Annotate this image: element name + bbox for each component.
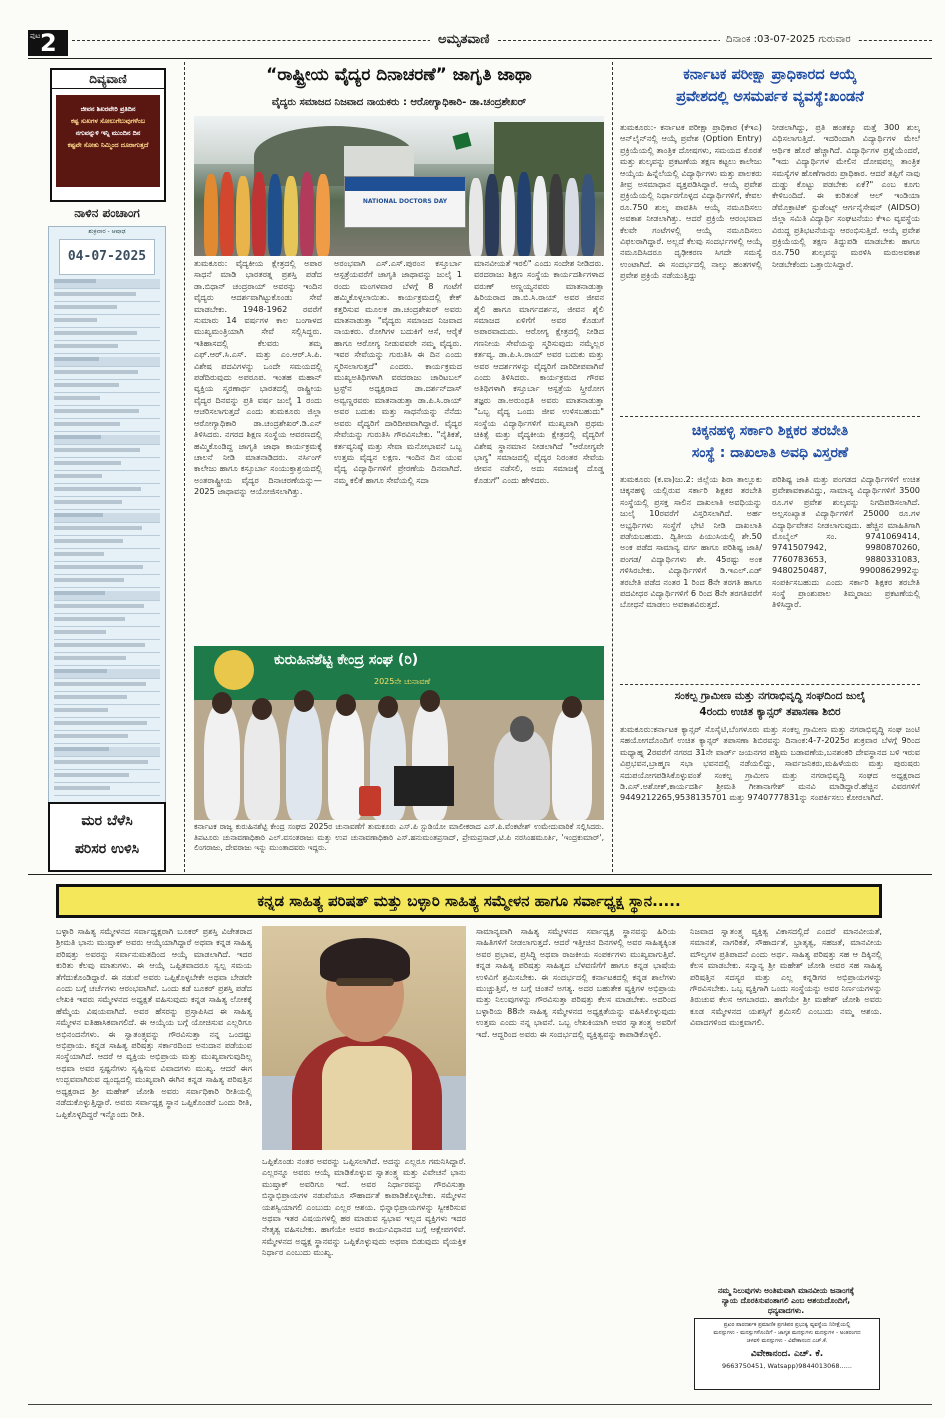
panchanga-row xyxy=(54,552,160,562)
panchanga-row xyxy=(54,578,160,588)
page-number: 2 xyxy=(40,29,57,57)
doctors-day-photo xyxy=(194,116,604,256)
teacher-training-headline xyxy=(620,420,920,464)
kea-headline-line: ಪ್ರವೇಶದಲ್ಲಿ ಅಸಮರ್ಪಕ ವ್ಯವಸ್ಥೆ:ಖಂಡನೆ xyxy=(676,89,864,105)
page-header xyxy=(0,0,945,60)
panchanga-row xyxy=(54,448,160,458)
sahitya-col4: ನಿಜವಾದ ಸ್ವಾತಂತ್ರ್ಯ ವ್ಯಕ್ತಿತ್ವ ವಿಕಾಸದಲ್ಲಿದೆ ಎಂದರೆ ಮಾನವೀಯತೆ, ಸಮಾನತೆ, ನಾಗರಿಕತೆ, ಸೌಹಾರ್ದತೆ, ಭ್ರಾತೃತ್ವ, ಸಹಜತೆ, ಮಾನವೀಯ ಮೌಲ್ಯಗಳ ಪ್ರತಿಪಾದನೆ ಎಂದು ಅರ್ಥ. ಸಾಹಿತ್ಯ ಪರಿಷತ್ತು ಸಹ ಆ ದಿಕ್ಕಿನಲ್ಲಿ ಕೆಲಸ ಮಾಡಬೇಕು. ಸನ್ಮಾನ್ಯ ಶ್ರೀ ಮಹೇಶ್ ಜೋಶಿ ಅವರ ಸಹ ಸಾಹಿತ್ಯ ಪರಿಷತ್ತಿನ ಸದಸ್ಯರ ಮತ್ತು ಎಲ್ಲ ಕನ್ನಡಿಗರ ಅಭಿಪ್ರಾಯಗಳನ್ನು ಗೌರವಿಸಬೇಕು. ಒಬ್ಬ ವ್ಯಕ್ತಿಗಾಗಿ ಒಂದು ಸಂಸ್ಥೆಯನ್ನು ಅವರ ನಿರ್ಣಯಗಳನ್ನು ತಿರುಚುವ ಕೆಲಸ ಆಗಬಾರದು. ಹಾಗೆಯೇ ಶ್ರೀ ಮಹೇಶ್ ಜೋಶಿ ಅವರು ಕೂಡ ಸಮ್ಮೇಳನದ ಯಶಸ್ಸಿಗೆ ಶ್ರಮಿಸಲಿ ಎಂಬುದು ನಮ್ಮ ಆಶಯ. ವಿವಾದಗಳಿಂದ ಮುಕ್ತವಾಗಲಿ. xyxy=(690,926,882,1028)
closing-line: ಧನ್ಯವಾದಗಳು. xyxy=(767,1306,805,1315)
panchanga-row xyxy=(54,474,160,484)
sahitya-col3: ಸಾಮಾನ್ಯವಾಗಿ ಸಾಹಿತ್ಯ ಸಮ್ಮೇಳನದ ಸರ್ವಾಧ್ಯಕ್ಷ ಸ್ಥಾನವನ್ನು ಹಿರಿಯ ಸಾಹಿತಿಗಳಿಗೆ ನೀಡಲಾಗುತ್ತದೆ. ಆದರೆ ಇತ್ತೀಚಿನ ದಿನಗಳಲ್ಲಿ ಅವರ ಸಾಹಿತ್ಯಕ್ಕಿಂತ ಅವರ ಪ್ರಭಾವ, ಪ್ರಸಿದ್ಧಿ ಅಥವಾ ರಾಜಕೀಯ ಸಂಪರ್ಕಗಳು ಮುಖ್ಯವಾಗುತ್ತಿವೆ. ಕನ್ನಡ ಸಾಹಿತ್ಯ ಪರಿಷತ್ತು ಸಾಹಿತ್ಯದ ಬೆಳವಣಿಗೆಗೆ ಹಾಗೂ ಕನ್ನಡ ಭಾಷೆಯ ಉಳಿವಿಗೆ ಶ್ರಮಿಸಬೇಕು. ಈ ಸಂದರ್ಭದಲ್ಲಿ ಕರ್ನಾಟಕದಲ್ಲಿ ಕನ್ನಡ ಶಾಲೆಗಳು ಮುಚ್ಚುತ್ತಿವೆ, ಆ ಬಗ್ಗೆ ಚಿಂತನೆ ಅಗತ್ಯ. ಅದರ ಬಹುತೇಕ ವ್ಯಕ್ತಿಗಳ ಅಭಿಪ್ರಾಯ ಮತ್ತು ನಿಲುವುಗಳನ್ನು ಗೌರವಿಸುತ್ತಾ ಪರಿಷತ್ತು ಕೆಲಸ ಮಾಡಬೇಕು. ಅದರಿಂದ ಬಳ್ಳಾರಿಯ 88ನೇ ಸಾಹಿತ್ಯ ಸಮ್ಮೇಳನದ ಅಧ್ಯಕ್ಷತೆಯನ್ನು ವಹಿಸಿಕೊಳ್ಳುವುದು ಉತ್ತಮ ಎಂದು ನನ್ನ ಭಾವನೆ. ಒಬ್ಬ ಲೇಖಕಿಯಾಗಿ ಅವರ ಸ್ವಾತಂತ್ರ್ಯ ಅವರಿಗೆ ಇದೆ. ಆದ್ದರಿಂದ ಅವರು ಈ ಸಂದರ್ಭದಲ್ಲಿ ವ್ಯಕ್ತಿತ್ವವನ್ನು ಕಾಪಾಡಿಕೊಳ್ಳಲಿ. xyxy=(476,926,676,1039)
panchanga-row xyxy=(54,487,160,497)
author-box xyxy=(694,1318,880,1390)
closing-line: ನ್ಯಾಯ ದೊರಕಿಸುವಂತಾಗಲಿ ಎಂಬ ಆಶಯದೊಂದಿಗೆ, xyxy=(721,1296,851,1305)
slogan-box xyxy=(48,802,166,872)
kea-col2: ನೀಡಲಾಗಿದ್ದು, ಪ್ರತಿ ಹಂತಕ್ಕೂ ಮತ್ತೆ 300 ಶುಲ್ಕ ವಿಧಿಸಲಾಗುತ್ತಿದೆ. ಇದರಿಂದಾಗಿ ವಿದ್ಯಾರ್ಥಿಗಳ ಮೇಲೆ ಆರ್ಥಿಕ ಹೊರೆ ಹೆಚ್ಚಾಗಿದೆ. ವಿದ್ಯಾರ್ಥಿಗಳ ಪ್ರಶ್ನೆಯೆಂದರೆ, "ಇದು ವಿದ್ಯಾರ್ಥಿಗಳ ಮೇಲಿನ ದೋಷವಲ್ಲ ತಾಂತ್ರಿಕ ಸಮಸ್ಯೆಗಳ ಹೊಣೆಗಾರರು ಪ್ರಾಧಿಕಾರ. ಆದರೆ ತಪ್ಪಿಗೆ ನಾವು ದುಡ್ಡು ಕೊಟ್ಟು ಪಡಬೇಕು ಏಕೆ?" ಎಂಬ ಕೂಗು ಕೇಳಿಬಂದಿದೆ. ಈ ಕುರಿತಂತೆ ಆಲ್ ಇಂಡಿಯಾ ಡೆಮೊಕ್ರಾಟಿಕ್ ಸ್ಟುಡೆಂಟ್ಸ್ ಆರ್ಗನೈಸೇಷನ್ (AIDSO) ಜಿಲ್ಲಾ ಸಮಿತಿ ವಿದ್ಯಾರ್ಥಿ ಸಂಘಟನೆಯು ಕೆಇಎ ವ್ಯವಸ್ಥೆಯ ವಿರುದ್ಧ ಪ್ರತಿಭಟನೆಯನ್ನು ಆರಂಭಿಸುತ್ತಿದೆ. ಆಯ್ಕೆ ಪ್ರವೇಶ ಪ್ರಕ್ರಿಯೆಯಲ್ಲಿ ತಕ್ಷಣ ತಿದ್ದುಪಡಿ ಮಾಡಬೇಕು ಹಾಗೂ ರೂ.750 ಶುಲ್ಕವನ್ನು ಮರಳಿಸಿ ಮರುಅವಕಾಶ ನೀಡಬೇಕೆಂದು ಒತ್ತಾಯಿಸಿದ್ದಾರೆ. xyxy=(772,122,920,269)
panchanga-date-box xyxy=(59,239,155,275)
sidebar xyxy=(42,62,170,874)
author-box-line: ಚಳವಳಿ ಮನಸ್ಸುಗಳು - ವಿವೇಕಾನಂದ ಎಚ್.ಕೆ. xyxy=(746,1338,828,1344)
panchanga-chart xyxy=(48,226,166,848)
panchanga-row xyxy=(54,669,160,679)
panchanga-row xyxy=(54,435,160,445)
panchanga-row xyxy=(54,591,160,601)
panchanga-top: ಶುಕ್ರವಾರ - ಆಷಾಢ xyxy=(88,228,126,235)
panchanga-row xyxy=(54,500,160,510)
panchanga-row xyxy=(54,773,160,783)
teacher-col2: ಪರಿಶಿಷ್ಟ ಜಾತಿ ಮತ್ತು ಪಂಗಡದ ವಿದ್ಯಾರ್ಥಿಗಳಿಗೆ ಉಚಿತ ಪ್ರವೇಶಾವಕಾಶವಿದ್ದು, ಸಾಮಾನ್ಯ ವಿದ್ಯಾರ್ಥಿಗಳಿಗೆ 3500 ರೂ.ಗಳ ಪ್ರವೇಶ ಶುಲ್ಕವನ್ನು ನಿಗದಿಪಡಿಸಲಾಗಿದೆ. ಅಲ್ಪಸಂಖ್ಯಾತ ವಿದ್ಯಾರ್ಥಿಗಳಿಗೆ 25000 ರೂ.ಗಳ ವಿದ್ಯಾರ್ಥಿವೇತನ ನೀಡಲಾಗುವುದು. ಹೆಚ್ಚಿನ ಮಾಹಿತಿಗಾಗಿ ಮೊಬೈಲ್ ಸಂ. 9741069414, 9741507942, 9980870260, 7760783653, 9880331083, 9480250487, 9900862992ನ್ನು ಸಂಪರ್ಕಿಸಬಹುದು ಎಂದು ಸರ್ಕಾರಿ ಶಿಕ್ಷಕರ ತರಬೇತಿ ಸಂಸ್ಥೆ ಪ್ರಾಂಶುಪಾಲ ತಿಮ್ಮರಾಜು ಪ್ರಕಟಣೆಯಲ್ಲಿ ತಿಳಿಸಿದ್ದಾರೆ. xyxy=(772,474,920,610)
panchanga-row xyxy=(54,682,160,692)
panchanga-row xyxy=(54,760,160,770)
sangha-banner-sub: 2025ನೇ ಚುನಾವಣೆ xyxy=(374,677,431,686)
panchanga-table xyxy=(54,279,160,796)
cancer-headline-line: 4ರಂದು ಉಚಿತ ಕ್ಯಾನ್ಸರ್ ತಪಾಸಣಾ ಶಿಬಿರ xyxy=(699,706,841,718)
quote-line: ನಗುವನ್ನುಳಿ ಇನ್ನಿ ಮುಂದಿನ ದಿನ xyxy=(75,129,141,137)
kea-headline-line: ಕರ್ನಾಟಕ ಪರೀಕ್ಷಾ ಪ್ರಾಧಿಕಾರದ ಆಯ್ಕೆ xyxy=(683,67,857,83)
quote-line: ಜೀವನ ಶಿಖರವೇರಿ ಪ್ರತಿದಿನ xyxy=(80,105,136,113)
page-number-badge xyxy=(28,30,68,56)
divyavani-quote xyxy=(56,95,160,187)
panchanga-row xyxy=(54,461,160,471)
doctors-day-subhead: ವೈದ್ಯರು ಸಮಾಜದ ನಿಜವಾದ ನಾಯಕರು : ಆರೋಗ್ಯಾಧಿಕಾರಿ- ಡಾ.ಚಂದ್ರಶೇಖರ್ xyxy=(271,97,527,108)
panchanga-title: ನಾಳಿನ ಪಂಚಾಂಗ xyxy=(74,206,140,220)
panchanga-row xyxy=(54,422,160,432)
panchanga-row xyxy=(54,526,160,536)
doctors-day-col3: ಮಾನವೀಯತೆ ಇರಲಿ" ಎಂದು ಸಂದೇಶ ನೀಡಿದರು. ವರದರಾಜು ಶಿಕ್ಷಣ ಸಂಸ್ಥೆಯ ಕಾರ್ಯದರ್ಶಿಗಳಾದ ವರುಣ್ ಅಣ್ಣಯ್ಯನವರು ಮಾತನಾಡುತ್ತಾ ಹಿರಿಯರಾದ ಡಾ.ಬಿ.ಸಿ.ರಾಯ್ ಅವರ ಜೀವನ ಶೈಲಿ ಹಾಗೂ ಮಾರ್ಗದರ್ಶನ, ಜೀವನ ಶೈಲಿ ಸಮಾಜದ ಏಳಿಗೆಗೆ ಅವರ ಕೊಡುಗೆ ಅಪಾರವಾದುದು. ಆರೋಗ್ಯ ಕ್ಷೇತ್ರದಲ್ಲಿ ನೀಡಿದ ಗಣನೀಯ ಸೇವೆಯನ್ನು ಸ್ಮರಿಸುವುದು ನಮ್ಮೆಲ್ಲರ ಕರ್ತವ್ಯ. ಡಾ.ಪಿ.ಸಿ.ರಾಯ್ ಅವರ ಬದುಕು ಮತ್ತು ಅವರ ಆದರ್ಶಗಳನ್ನು ವೈದ್ಯರಿಗೆ ದಾರಿದೀಪವಾಗಿವೆ ಎಂದು ತಿಳಿಸಿದರು. ಕಾರ್ಯಕ್ರಮದ ಗೌರವ ಅತಿಥಿಗಳಾಗಿ ಕಸ್ತೂರ್ಬಾ ಆಸ್ಪತ್ರೆಯ ಸ್ತ್ರೀರೋಗ ತಜ್ಞರು ಡಾ.ಅರುಂಧತಿ ಅವರು ಮಾತನಾಡುತ್ತಾ "ಒಬ್ಬ ವೈದ್ಯ ಒಂದು ಜೀವ ಉಳಿಸಬಹುದು" ಸಂಸ್ಥೆಯ ವಿದ್ಯಾರ್ಥಿಗಳಿಗೆ ಮುಖ್ಯವಾಗಿ ಪ್ರಥಮ ಚಿಕಿತ್ಸೆ ಮತ್ತು ವೈದ್ಯಕೀಯ ಕ್ಷೇತ್ರದಲ್ಲಿ ವೈದ್ಯರಿಗೆ ವಿಶೇಷ ಸ್ಥಾನಮಾನ ನೀಡಲಾಗಿದೆ "ಆರೋಗ್ಯವೇ ಭಾಗ್ಯ" ಸಮಾಜದಲ್ಲಿ ವೈದ್ಯರ ನಿರಂತರ ಸೇವೆಯ ಜೀವನ ನಡೆಸಲಿ, ಅದು ಸಮಾಜಕ್ಕೆ ದೊಡ್ಡ ಕೊಡುಗೆ" ಎಂದು ಹೇಳಿದರು. xyxy=(474,258,604,485)
teacher-col1: ತುಮಕೂರು (ಕ.ವಾ)ಜು.2: ಜಿಲ್ಲೆಯ ಶಿರಾ ತಾಲ್ಲೂಕು ಚಿಕ್ಕನಹಳ್ಳಿ ಯಲ್ಲಿರುವ ಸರ್ಕಾರಿ ಶಿಕ್ಷಕರ ತರಬೇತಿ ಸಂಸ್ಥೆಯಲ್ಲಿ ಪ್ರಸಕ್ತ ಸಾಲಿನ ದಾಖಲಾತಿ ಅವಧಿಯನ್ನು ಜುಲೈ 10ರವರೆಗೆ ವಿಸ್ತರಿಸಲಾಗಿದೆ. ಅರ್ಹ ಅಭ್ಯರ್ಥಿಗಳು ಸಂಸ್ಥೆಗೆ ಭೇಟಿ ನೀಡಿ ದಾಖಲಾತಿ ಪಡೆಯಬಹುದು. ದ್ವಿತೀಯ ಪಿಯುಸಿಯಲ್ಲಿ ಶೇ.50 ಅಂಕ ಪಡೆದ ಸಾಮಾನ್ಯ ವರ್ಗ ಹಾಗೂ ಪರಿಶಿಷ್ಟ ಜಾತಿ/ಪಂಗಡ/ ವಿದ್ಯಾರ್ಥಿಗಳು ಶೇ. 45ರಷ್ಟು ಅಂಕ ಗಳಿಸಿರಬೇಕು. ವಿದ್ಯಾರ್ಥಿಗಳಿಗೆ ಡಿ.ಇಎಲ್.ಎಡ್ ತರಬೇತಿ ಪಡೆದ ನಂತರ 1 ರಿಂದ 8ನೇ ತರಗತಿ ಹಾಗೂ ಪದವೀಧರ ವಿದ್ಯಾರ್ಥಿಗಳಿಗೆ 6 ರಿಂದ 8ನೇ ತರಗತಿವರೆಗೆ ಬೋಧನೆ ಮಾಡಲು ಅವಕಾಶವಿರುತ್ತದೆ. xyxy=(620,474,762,610)
panchanga-row xyxy=(54,643,160,653)
panchanga-row xyxy=(54,721,160,731)
closing-line: ನಮ್ಮ ನಿಲುವುಗಳು ಅಂತಿಮವಾಗಿ ಮಾನವೀಯ ಜನಾಂಗಕ್ಕೆ xyxy=(717,1286,855,1295)
panchanga-row xyxy=(54,292,160,302)
panchanga-row xyxy=(54,409,160,419)
cancer-headline-line: ಸಂಕಲ್ಪ ಗ್ರಾಮೀಣ ಮತ್ತು ನಗರಾಭಿವೃದ್ಧಿ ಸಂಘದಿಂದ ಜುಲೈ xyxy=(674,690,866,702)
panchanga-row xyxy=(54,565,160,575)
quote-line: ಕಷ್ಟವೇ ಸೋತು ನಿಮ್ಮಿಂದ ದೂರಾಗುತ್ತದೆ xyxy=(67,141,149,149)
author-phone: 9663750451, Watsapp)9844013068...... xyxy=(722,1362,852,1370)
doctors-day-col1: ತುಮಕೂರು: ವೈದ್ಯಕೀಯ ಕ್ಷೇತ್ರದಲ್ಲಿ ಅಪಾರ ಸಾಧನೆ ಮಾಡಿ ಭಾರತರತ್ನ ಪ್ರಶಸ್ತಿ ಪಡೆದ ಡಾ.ಬಿಧಾನ್ ಚಂದ್ರರಾಯ್ ಅವರನ್ನು ಇಂದಿನ ವೈದ್ಯರು ಆದರ್ಶವಾಗಿಟ್ಟುಕೊಂಡು ಸೇವೆ ಮಾಡಬೇಕು. 1948-1962 ರವರೆಗೆ ಸುಮಾರು 14 ವರ್ಷಗಳ ಕಾಲ ಬಂಗಾಳದ ಮುಖ್ಯಮಂತ್ರಿಯಾಗಿ ಸೇವೆ ಸಲ್ಲಿಸಿದ್ದರು. ಇತಿಹಾಸದಲ್ಲಿ ಕೆಲವರು ತಮ್ಮ ಎಫ್.ಆರ್.ಸಿ.ಎಸ್. ಮತ್ತು ಎಂ.ಆರ್.ಸಿ.ಪಿ. ವಿಶೇಷ ಪದವಿಗಳನ್ನು ಒಂದೇ ಸಮಯದಲ್ಲಿ ಪಡೆದಿರುವುದು ಅಪರೂಪ. ಇಂತಹ ಮಹಾನ್ ವ್ಯಕ್ತಿಯ ಸ್ಮರಣಾರ್ಥ ಭಾರತದಲ್ಲಿ ರಾಷ್ಟ್ರೀಯ ವೈದ್ಯರ ದಿನವನ್ನು ಪ್ರತಿ ವರ್ಷ ಜುಲೈ 1 ರಂದು ಆಚರಿಸಲಾಗುತ್ತದೆ ಎಂದು ತುಮಕೂರು ಜಿಲ್ಲಾ ಆರೋಗ್ಯಾಧಿಕಾರಿ ಡಾ.ಚಂದ್ರಶೇಖರ್.ಡಿ.ಎನ್ ತಿಳಿಸಿದರು. ನಗರದ ಶಿಕ್ಷಣ ಸಂಸ್ಥೆಯ ಆವರಣದಲ್ಲಿ ಹಮ್ಮಿಕೊಂಡಿದ್ದ ಜಾಗೃತಿ ಜಾಥಾ ಕಾರ್ಯಕ್ರಮಕ್ಕೆ ಚಾಲನೆ ನೀಡಿ ಮಾತನಾಡಿದರು. ನರ್ಸಿಂಗ್ ಕಾಲೇಜು ಹಾಗೂ ಕಸ್ತೂರ್ಬಾ ಸಂಯುಕ್ತಾಶ್ರಯದಲ್ಲಿ ಅಂತರಾಷ್ಟ್ರೀಯ ವೈದ್ಯರ ದಿನಾಚರಣೆಯನ್ನು—2025 ಜಾಥಾವನ್ನು ಆಯೋಜಿಸಲಾಗಿತ್ತು. xyxy=(194,258,322,497)
kea-col1: ತುಮಕೂರು:- ಕರ್ನಾಟಕ ಪರೀಕ್ಷಾ ಪ್ರಾಧಿಕಾರ (ಕೆಇಎ) ಆನ್‌ಲೈನ್‌ನಲ್ಲಿ ಆಯ್ಕೆ ಪ್ರವೇಶ (Option Entry) ಪ್ರಕ್ರಿಯೆಯಲ್ಲಿ ತಾಂತ್ರಿಕ ದೋಷಗಳು, ಸಮಯದ ಕೊರತೆ ಮತ್ತು ಶುಲ್ಕವನ್ನು ಪ್ರಕಟಣೆಯ ತಕ್ಷಣ ಕಟ್ಟಲು ಕಾಲೇಜು ಆಯ್ಕೆಯ ಹಿನ್ನೆಲೆಯಲ್ಲಿ ವಿದ್ಯಾರ್ಥಿಗಳು ಮತ್ತು ಪಾಲಕರು ತೀವ್ರ ಅಸಮಾಧಾನ ವ್ಯಕ್ತಪಡಿಸಿದ್ದಾರೆ. ಆಯ್ಕೆ ಪ್ರವೇಶ ಪ್ರಕ್ರಿಯೆಯಲ್ಲಿ ನಿರ್ಧಾರಗೊಳ್ಳದ ವಿದ್ಯಾರ್ಥಿಗಳಿಗೆ, ಕೇವಲ ರೂ.750 ಶುಲ್ಕ ಪಾವತಿಸಿ ಆಯ್ಕೆ ನಮೂದಿಸಲು ಅವಕಾಶ ನೀಡಲಾಗಿತ್ತು. ಆದರೆ ಪ್ರಕ್ರಿಯೆ ಆರಂಭವಾದ ಕೆಲವೇ ಗಂಟೆಗಳಲ್ಲಿ ಆಯ್ಕೆ ನಮೂದಿಸಲು ವಿಫಲರಾಗಿದ್ದಾರೆ. ಅಲ್ಲದೆ ಕೆಲವು ಸಂದರ್ಭಗಳಲ್ಲಿ ಆಯ್ಕೆ ನಮೂದಿಸಿದರೂ ದೃಢೀಕರಣ ಸಿಗದೇ ಸಮಸ್ಯೆ ಉಂಟಾಗಿದೆ. ಈ ಸಂದರ್ಭದಲ್ಲಿ ನಾಲ್ಕು ಹಂತಗಳಲ್ಲಿ ಪ್ರವೇಶ ಪ್ರಕ್ರಿಯೆ ನಡೆಯುತ್ತಿದ್ದು xyxy=(620,122,762,281)
slogan-line: ಪರಿಸರ ಉಳಿಸಿ xyxy=(74,841,140,857)
panchanga-row xyxy=(54,630,160,640)
panchanga-row xyxy=(54,617,160,627)
panchanga-row xyxy=(54,786,160,796)
doctors-day-headline: “ರಾಷ್ಟ್ರೀಯ ವೈದ್ಯರ ದಿನಾಚರಣೆ” ಜಾಗೃತಿ ಜಾಥಾ xyxy=(266,65,532,85)
panchanga-row xyxy=(54,513,160,523)
panchanga-row xyxy=(54,396,160,406)
sahitya-col1: ಬಳ್ಳಾರಿ ಸಾಹಿತ್ಯ ಸಮ್ಮೇಳನದ ಸರ್ವಾಧ್ಯಕ್ಷರಾಗಿ ಬೂಕರ್ ಪ್ರಶಸ್ತಿ ವಿಜೇತರಾದ ಶ್ರೀಮತಿ ಭಾನು ಮುಷ್ತಾಕ್ ಅವರು ಆಯ್ಕೆಯಾಗಿದ್ದಾರೆ ಅಥವಾ ಕನ್ನಡ ಸಾಹಿತ್ಯ ಪರಿಷತ್ತು ಅವರನ್ನು ಸರ್ವಾನುಮತದಿಂದ ಆಯ್ಕೆ ಮಾಡಲಾಗಿದೆ. ಇದರ ಕುರಿತು ಕೆಲವು ಮಾತುಗಳು. ಈ ಆಯ್ಕೆ ಒಪ್ಪಿತವಾದರೂ ಸ್ವಲ್ಪ ಸಮಯ ತೆಗೆದುಕೊಂಡಿದ್ದಾರೆ. ಈ ನಡುವೆ ಅವರು ಒಪ್ಪಿಕೊಳ್ಳಬೇಕೇ ಅಥವಾ ಬೇಡವೇ ಎಂದು ಬಗ್ಗೆ ಚರ್ಚೆಗಳು ಆರಂಭವಾಗಿವೆ. ಒಂದು ಕಡೆ ಬೂಕರ್ ಪ್ರಶಸ್ತಿ ಪಡೆದ ಲೇಖಕಿ ಇವರು ಸಮ್ಮೇಳನದ ಅಧ್ಯಕ್ಷತೆ ವಹಿಸುವುದು ಕನ್ನಡ ಸಾಹಿತ್ಯ ಲೋಕಕ್ಕೆ ಹೆಮ್ಮೆಯ ವಿಷಯವಾಗಿದೆ. ಅವರ ಹೆಸರನ್ನು ಪ್ರಸ್ತಾಪಿಸಿದ ಈ ಸಾಹಿತ್ಯ ಸಮ್ಮೇಳನ ಐತಿಹಾಸಿಕವಾಗಲಿದೆ. ಈ ಆಯ್ಕೆಯ ಬಗ್ಗೆ ಯೋಚಿಸುವ ಎಲ್ಲರಿಗೂ ಅಭಿನಂದನೆಗಳು. ಈ ಸ್ವಾತಂತ್ರ್ಯವನ್ನು ಗೌರವಿಸುತ್ತಾ ನನ್ನ ಒಂದಷ್ಟು ಅಭಿಪ್ರಾಯ. ಕನ್ನಡ ಸಾಹಿತ್ಯ ಪರಿಷತ್ತು ಸರ್ಕಾರದಿಂದ ಅನುದಾನ ಪಡೆಯುವ ಸಂಸ್ಥೆಯಾಗಿದೆ. ಆದರೆ ಆ ವ್ಯಕ್ತಿಯ ಅಭಿಪ್ರಾಯ ಮತ್ತು ಮುಖ್ಯವಾಗುವುದಿಲ್ಲ ಅಥವಾ ಅವರ ಸ್ಪಷ್ಟನೆಗಳು ಸೃಷ್ಟಿಸುವ ವಿವಾದಗಳು ಮುಖ್ಯ. ಆದರೆ ಈಗ ಉದ್ಭವವಾಗಿರುವ ದ್ವಂದ್ವದಲ್ಲಿ ಮುಖ್ಯವಾಗಿ ಈಗಿನ ಕನ್ನಡ ಸಾಹಿತ್ಯ ಪರಿಷತ್ತಿನ ಅಧ್ಯಕ್ಷರಾದ ಶ್ರೀ ಮಹೇಶ್ ಜೋಶಿ ಅವರು ಸರ್ವಾಧಿಕಾರಿ ರೀತಿಯಲ್ಲಿ ನಡೆದುಕೊಳ್ಳುತ್ತಿದ್ದಾರೆ. ಅವರು ಸರ್ವಾಧ್ಯಕ್ಷ ಸ್ಥಾನ ಒಪ್ಪಿಕೊಂಡರೆ ಒಂದು ರೀತಿ, ಒಪ್ಪಿಕೊಳ್ಳದಿದ್ದರೆ ಇನ್ನೊಂದು ರೀತಿ. xyxy=(56,926,252,1119)
author-portrait xyxy=(262,926,466,1150)
panchanga-row xyxy=(54,318,160,328)
divyavani-title: ದಿವ್ಯವಾಣಿ xyxy=(52,70,164,89)
teacher-headline-line: ಸಂಸ್ಥೆ : ದಾಖಲಾತಿ ಅವಧಿ ವಿಸ್ತರಣೆ xyxy=(691,445,849,461)
panchanga-row xyxy=(54,734,160,744)
panchanga-row xyxy=(54,279,160,289)
doctors-day-banner xyxy=(344,176,466,228)
panchanga-row xyxy=(54,370,160,380)
panchanga-row xyxy=(54,357,160,367)
kea-headline xyxy=(620,64,920,108)
sahitya-col2: ಒಪ್ಪಿಕೊಂಡು ನಂತರ ಅವರನ್ನು ಒಪ್ಪಿಸಲಾಗಿದೆ. ಅದನ್ನು ಎಲ್ಲರೂ ಗಮನಿಸಿದ್ದಾರೆ. ಎಲ್ಲರನ್ನೂ ಅವರು ಆಯ್ಕೆ ಮಾಡಿಕೊಳ್ಳುವ ಸ್ವಾತಂತ್ರ್ಯ ಮತ್ತು ವಿವೇಚನೆ ಭಾನು ಮುಷ್ತಾಕ್ ಅವರಿಗೂ ಇದೆ. ಅವರ ನಿರ್ಧಾರವನ್ನು ಗೌರವಿಸುತ್ತಾ ಬಿನ್ನಾಭಿಪ್ರಾಯಗಳ ನಡುವೆಯೂ ಸೌಹಾರ್ದತೆ ಕಾಪಾಡಿಕೊಳ್ಳಬೇಕು. ಸಮ್ಮೇಳನ ಯಶಸ್ವಿಯಾಗಲಿ ಎಂಬುದು ಎಲ್ಲರ ಆಶಯ. ಭಿನ್ನಾಭಿಪ್ರಾಯಗಳನ್ನು ಸ್ವೀಕರಿಸುವ ಅಥವಾ ಇತರ ವಿಷಯಗಳಲ್ಲಿ ಹಠ ಮಾಡುವ ಸ್ವಭಾವ ಇಲ್ಲದ ವ್ಯಕ್ತಿಗಳು ಇದರ ನೇತೃತ್ವ ವಹಿಸಬೇಕು. ಹಾಗೆಯೇ ಅವರ ಕಾರ್ಯವಿಧಾನದ ಬಗ್ಗೆ ಆಕ್ಷೇಪಗಳಿವೆ. ಸಮ್ಮೇಳನದ ಅಧ್ಯಕ್ಷ ಸ್ಥಾನವನ್ನು ಒಪ್ಪಿಕೊಳ್ಳುವುದು ಅಥವಾ ಬಿಡುವುದು ವೈಯಕ್ತಿಕ ನಿರ್ಧಾರ ಎಂಬುದು ಮುಖ್ಯ. xyxy=(262,1156,466,1258)
author-box-line: ಮನಸ್ಸುಗಳು - ಮನಸ್ಸುಗಳೊಂದಿಗೆ - ಜಾಗೃತ ಮನಸ್ಸುಗಳು ಮನಸ್ಸುಗಳ - ಅಂತರಂಗದ xyxy=(713,1330,861,1336)
quote-line: ಕಷ್ಟ ಸುಖಗಳ ಸೋಲುಗೆಲುವುಗಳೆಂಬ xyxy=(70,117,146,125)
panchanga-row xyxy=(54,344,160,354)
panchanga-row xyxy=(54,383,160,393)
sahitya-closing xyxy=(690,1286,882,1316)
author-name: ವಿವೇಕಾನಂದ. ಎಚ್. ಕೆ. xyxy=(750,1349,824,1359)
panchanga-date: 04-07-2025 xyxy=(67,249,147,264)
sahitya-headline: ಕನ್ನಡ ಸಾಹಿತ್ಯ ಪರಿಷತ್ ಮತ್ತು ಬಳ್ಳಾರಿ ಸಾಹಿತ್ಯ ಸಮ್ಮೇಳನ ಹಾಗೂ ಸರ್ವಾಧ್ಯಕ್ಷ ಸ್ಥಾನ..... xyxy=(257,892,681,910)
doctors-day-col2: ಅರಂಭವಾಗಿ ಎಸ್.ಎಸ್.ಪುರಂನ ಕಸ್ತೂರ್ಬಾ ಆಸ್ಪತ್ರೆಯವರೆಗೆ ಜಾಗೃತಿ ಜಾಥಾವನ್ನು ಜುಲೈ 1 ರಂದು ಮಂಗಳವಾರ ಬೆಳಗ್ಗೆ 8 ಗಂಟೆಗೆ ಹಮ್ಮಿಕೊಳ್ಳಲಾಯಿತು. ಕಾರ್ಯಕ್ರಮದಲ್ಲಿ ಕೇಕ್ ಕತ್ತರಿಸುವ ಮೂಲಕ ಡಾ.ಚಂದ್ರಶೇಖರ್ ಅವರು ಮಾತನಾಡುತ್ತಾ "ವೈದ್ಯರು ಸಮಾಜದ ನಿಜವಾದ ನಾಯಕರು. ರೋಗಿಗಳ ಬದುಕಿಗೆ ಆಸೆ, ಆರೈಕೆ ಹಾಗೂ ಆರೋಗ್ಯ ನೀಡುವವರೇ ನಮ್ಮ ವೈದ್ಯರು. ಇವರ ಸೇವೆಯನ್ನು ಗುರುತಿಸಿ ಈ ದಿನ ಎಂದು ಸ್ಮರಿಸಲಾಗುತ್ತದೆ" ಎಂದರು. ಕಾರ್ಯಕ್ರಮದ ಮುಖ್ಯಅತಿಥಿಗಳಾಗಿ ವರದರಾಜು ಚಾರಿಟಬಲ್ ಟ್ರಸ್ಟ್‌ನ ಅಧ್ಯಕ್ಷರಾದ ಡಾ.ದರ್ಶನ್‌ದಾಸ್ ಅವ್ವಣ್ಣರವರು ಮಾತನಾಡುತ್ತಾ ಡಾ.ಪಿ.ಸಿ.ರಾಯ್ ಅವರ ಬದುಕು ಮತ್ತು ಸಾಧನೆಯನ್ನು ನೆನೆದು ಅವರು ವೈದ್ಯರಿಗೆ ದಾರಿದೀಪವಾಗಿದ್ದಾರೆ. ವೈದ್ಯರ ಸೇವೆಯನ್ನು ಗುರುತಿಸಿ ಗೌರವಿಸಬೇಕು. "ನೈತಿಕತೆ, ಕರ್ತವ್ಯನಿಷ್ಠೆ ಮತ್ತು ಸೇವಾ ಮನೋಭಾವನೆ ಒಬ್ಬ ಉತ್ತಮ ವೈದ್ಯನ ಲಕ್ಷಣ. ಇಂದಿನ ದಿನ ಯುವ ವೈದ್ಯ ವಿದ್ಯಾರ್ಥಿಗಳಿಗೆ ಪ್ರೇರಣೆಯ ದಿನವಾಗಿದೆ. ನಮ್ಮ ಕಲಿಕೆ ಹಾಗೂ ಸೇವೆಯಲ್ಲಿ ಸದಾ xyxy=(334,258,462,485)
panchanga-row xyxy=(54,305,160,315)
banner-text: NATIONAL DOCTORS DAY xyxy=(362,198,448,205)
sahitya-banner xyxy=(56,884,882,918)
sangha-banner-text: ಕುರುಹಿನಶೆಟ್ಟಿ ಕೇಂದ್ರ ಸಂಘ (ರಿ) xyxy=(274,652,419,668)
panchanga-row xyxy=(54,656,160,666)
panchanga-row xyxy=(54,604,160,614)
author-box-line: ಪ್ರಖರ ಪಾರದರ್ಶಕ ಪ್ರಮಾಣಿಕ ಪ್ರಗತಿಪರ ಪ್ರಭುತ್ವ ವ್ಯವಸ್ಥೆಯ ನಿರೀಕ್ಷೆಯಲ್ಲಿ xyxy=(723,1322,851,1328)
panchanga-row xyxy=(54,708,160,718)
panchanga-row xyxy=(54,331,160,341)
panchanga-row xyxy=(54,695,160,705)
sangha-photo xyxy=(194,646,604,820)
cancer-camp-body: ತುಮಕೂರು:ಕರ್ನಾಟಕ ಕ್ಯಾನ್ಸರ್ ಸೊಸೈಟಿ,ಬೆಂಗಳೂರು ಮತ್ತು ಸಂಕಲ್ಪ ಗ್ರಾಮೀಣ ಮತ್ತು ನಗರಾಭಿವೃದ್ಧಿ ಸಂಘ ಜಂಟಿ ಸಹಯೋಗದೊಂದಿಗೆ ಉಚಿತ ಕ್ಯಾನ್ಸರ್ ತಪಾಸಣಾ ಶಿಬಿರವನ್ನು ದಿನಾಂಕ:4-7-2025ರ ಶುಕ್ರವಾರ ಬೆಳಗ್ಗೆ 9ರಿಂದ ಮಧ್ಯಾಹ್ನ 2ರವರೆಗೆ ನಗರದ 31ನೇ ವಾರ್ಡ್ ಜಯನಗರ ಪಶ್ಚಿಮ ಬಡಾವಣೆಯ,ಬನಶಂಕರಿ ದೇವಸ್ಥಾನದ ಬಳಿ ಇರುವ ವಿಪ್ರಭವನ,ಬ್ರಾಹ್ಮಣ ಸಭಾ ಭವನದಲ್ಲಿ ನಡೆಯಲಿದ್ದು, ಸಾರ್ವಜನಿಕರು,ಮಹಿಳೆಯರು ಮತ್ತು ಪುರುಷರು ಸದುಪಯೋಗಪಡಿಸಿಕೊಳ್ಳುವಂತೆ ಸಂಕಲ್ಪ ಗ್ರಾಮೀಣ ಮತ್ತು ನಗರಾಭಿವೃದ್ಧಿ ಸಂಘದ ಅಧ್ಯಕ್ಷರಾದ ಡಿ.ಎಸ್.ಅಶೋಕ್,ಕಾರ್ಯದರ್ಶಿ ಶ್ರೀಮತಿ ಗೀತಾನಾಗೇಶ್ ಮನವಿ ಮಾಡಿದ್ದಾರೆ.ಹೆಚ್ಚಿನ ವಿವರಗಳಿಗೆ 9449212265,9538135701 ಮತ್ತು 9740777831ನ್ನು ಸಂಪರ್ಕಿಸಲು ಕೋರಲಾಗಿದೆ. xyxy=(620,724,920,803)
page-label: ಪುಟ xyxy=(30,32,41,40)
masthead: ಅಮೃತವಾಣಿ xyxy=(430,33,497,47)
sangha-caption: ಕರ್ನಾಟಕ ರಾಜ್ಯ ಕುರುಹಿನಶೆಟ್ಟಿ ಕೇಂದ್ರ ಸಂಘದ 2025ರ ಚುನಾವಣೆಗೆ ತುಮಕೂರು ಎಸ್.ಪಿ ಸ್ಟುಡಿಯೋ ಮಾಲೀಕರಾದ ಎಸ್.ಪಿ.ವೆಂಕಟೇಶ್ ಉಮೇದುವಾರಿಕೆ ಸಲ್ಲಿಸಿದರು. ತಿಪಟೂರು ಚುನಾವಣಾಧಿಕಾರಿ ಎಲ್.ವಸಂತರಾಜು ಮತ್ತು ಉಪ ಚುನಾವಣಾಧಿಕಾರಿ ಎಸ್.ಹನುಮಂತಪ್ರಸಾದ್, ಪ್ರೇಮಪ್ರಸಾದ್,ಟಿ.ಪಿ ನರಸಿಂಹಮೂರ್ತಿ, 'ಇಂದ್ರಕುಮಾರ್', ಲಿಂಗರಾಜು, ದೇವರಾಜು ಇನ್ನು ಮುಂತಾದವರು ಇದ್ದರು. xyxy=(194,822,604,852)
panchanga-row xyxy=(54,539,160,549)
divyavani-box xyxy=(50,68,166,202)
slogan-line: ಮರ ಬೆಳೆಸಿ xyxy=(81,813,133,829)
teacher-headline-line: ಚಿಕ್ಕನಹಳ್ಳಿ ಸರ್ಕಾರಿ ಶಿಕ್ಷಕರ ತರಬೇತಿ xyxy=(691,423,849,439)
cancer-camp-headline xyxy=(620,688,920,720)
panchanga-row xyxy=(54,747,160,757)
date-line: ದಿನಾಂಕ :03-07-2025 ಗುರುವಾರ xyxy=(720,33,857,47)
